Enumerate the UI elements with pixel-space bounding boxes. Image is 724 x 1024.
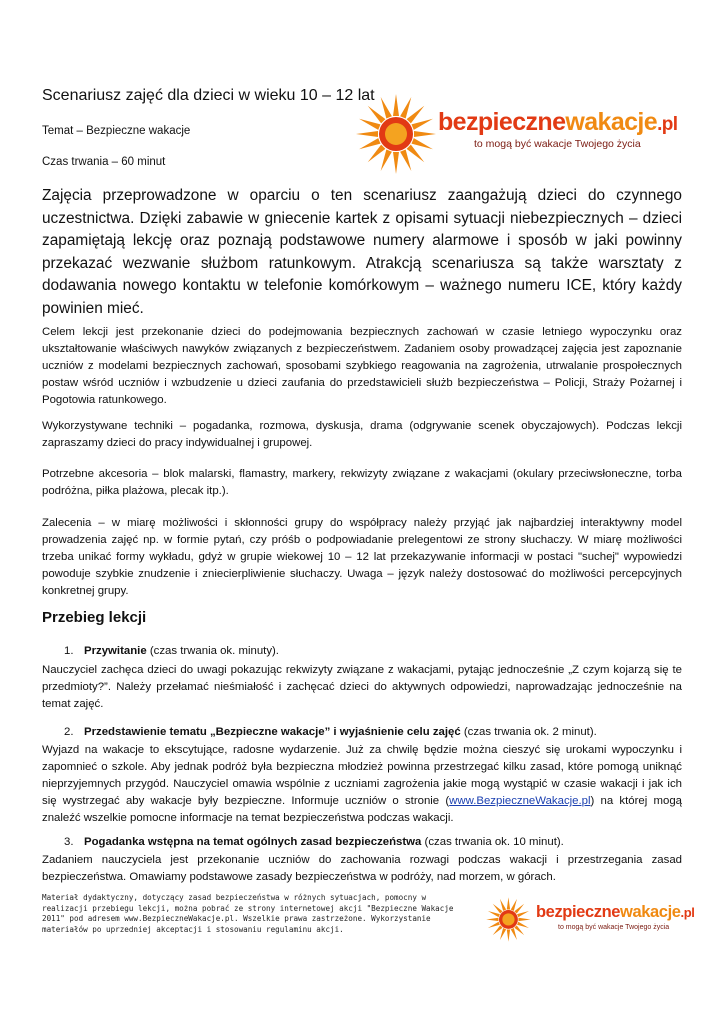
footer-logo-tagline: to mogą być wakacje Twojego życia — [558, 924, 670, 931]
sun-icon — [352, 92, 442, 182]
step-1-body: Nauczyciel zachęca dzieci do uwagi pokazując rekwizyty związane z wakacjami, pytając jednocześnie „Z czym kojarzą się te przedmioty?”. Należy przełamać nieśmiałość i zachęcać dzieci do aktywnych odpowiedzi, naprowadzając jednocześnie na temat zajęć. — [42, 664, 682, 710]
logo-tagline: to mogą być wakacje Twojego życia — [474, 138, 641, 150]
step-2-heading: 2. Przedstawienie tematu „Bezpieczne wakacje” i wyjaśnienie celu zajęć (czas trwania ok. 2 minut). — [64, 726, 597, 738]
duration-line: Czas trwania – 60 minut — [42, 156, 166, 168]
brand-logo — [352, 92, 692, 182]
document-title: Scenariusz zajęć dla dzieci w wieku 10 – 12 lat — [42, 87, 375, 104]
footer-note: Materiał dydaktyczny, dotyczący zasad bezpieczeństwa w różnych sytuacjach, pomocny w realizacji przebiegu lekcji, można pobrać ze strony internetowej akcji "Bezpieczne Wakacje 2011" pod adresem www.BezpieczneWakacje.pl. Wszelkie prawa zastrzeżone. Wykorzystanie materiałów po uprzedniej akceptacji i stosowaniu regulaminu akcji. — [42, 893, 454, 934]
logo-wordmark: bezpiecznewakacje.pl — [438, 108, 678, 136]
footer-brand-logo — [484, 895, 704, 945]
lesson-heading: Przebieg lekcji — [42, 609, 147, 626]
techniques-paragraph: Wykorzystywane techniki – pogadanka, rozmowa, dyskusja, drama (odgrywanie scenek obyczajowych). Podczas lekcji zapraszamy dzieci do pracy indywidualnej i grupowej. — [42, 420, 682, 449]
step-3-heading: 3. Pogadanka wstępna na temat ogólnych zasad bezpieczeństwa (czas trwania ok. 10 minut). — [64, 836, 564, 848]
goal-paragraph: Celem lekcji jest przekonanie dzieci do podejmowania bezpiecznych zachowań w czasie letniego wypoczynku oraz ukształtowanie właściwych nawyków związanych z bezpieczeństwem. Zadaniem osoby prowadzącej zajęcia jest zapoznanie uczniów z modelami bezpiecznych zachowań, sposobami szybkiego reagowania na zagrożenia, utrwalanie prospołecznych postaw wśród uczniów i wzbudzenie u dzieci zaufania do przedstawicieli służb bezpieczeństwa – Policji, Straży Pożarnej i Pogotowia ratunkowego. — [42, 326, 682, 406]
step-3-body: Zadaniem nauczyciela jest przekonanie uczniów do zachowania rozwagi podczas wakacji i przestrzegania zasad bezpieczeństwa. Omawiamy podstawowe zasady bezpieczeństwa w podróży, nad morzem, w górach. — [42, 854, 682, 883]
accessories-paragraph: Potrzebne akcesoria – blok malarski, flamastry, markery, rekwizyty związane z wakacjami (okulary przeciwsłoneczne, torba podróżna, piłka plażowa, plecak itp.). — [42, 468, 682, 497]
step-1-heading: 1. Przywitanie (czas trwania ok. minuty). — [64, 645, 279, 657]
recommendations-paragraph: Zalecenia – w miarę możliwości i skłonności grupy do współpracy należy przyjąć jak najbardziej interaktywny model prowadzenia zajęć np. w formie pytań, czy próśb o podpowiadanie prelegentowi ze strony słuchaczy. W miarę możliwości trzeba unikać formy wykładu, gdyż w grupie wiekowej 10 – 12 lat przekazywanie informacji w postaci "suchej" wypowiedzi powoduje szybkie znudzenie i zniecierpliwienie słuchaczy. Uwaga – język należy dostosować do możliwości percepcyjnych konkretnej grupy. — [42, 517, 682, 597]
step-2-body: Wyjazd na wakacje to ekscytujące, radosne wydarzenie. Już za chwilę będzie można cieszyć się urokami wypoczynku i zapomnieć o szkole. Aby jednak podróż była bezpieczna młodzież powinna przestrzegać kilku zasad, które pomogą uniknąć nieprzyjemnych przygód. Nauczyciel omawia wspólnie z uczniami zagrożenia jakie mogą wystąpić w czasie wakacji i jak ich się wystrzegać aby wakacje były bezpieczne. Informuje uczniów o stronie (www.BezpieczneWakacje.pl) na której mogą znaleźć wszelkie pomocne informacje na temat bezpieczeństwa podczas wakacji. — [42, 744, 682, 824]
footer-sun-icon — [484, 895, 534, 945]
intro-paragraph: Zajęcia przeprowadzone w oparciu o ten scenariusz zaangażują dzieci do czynnego uczestnictwa. Dzięki zabawie w gniecenie kartek z opisami sytuacji niebezpiecznych – dzieci zapamiętają lekcję oraz poznają podstawowe numery alarmowe i sposób w jaki powinny przekazać wezwanie służbom ratunkowym. Atrakcją scenariusza są także warsztaty z dodawania nowego kontaktu w telefonie komórkowym – ważnego numeru ICE, który każdy powinien mieć. — [42, 187, 682, 317]
website-link[interactable]: www.BezpieczneWakacje.pl — [449, 795, 591, 807]
topic-line: Temat – Bezpieczne wakacje — [42, 125, 191, 137]
footer-logo-wordmark: bezpiecznewakacje.pl — [536, 903, 695, 921]
